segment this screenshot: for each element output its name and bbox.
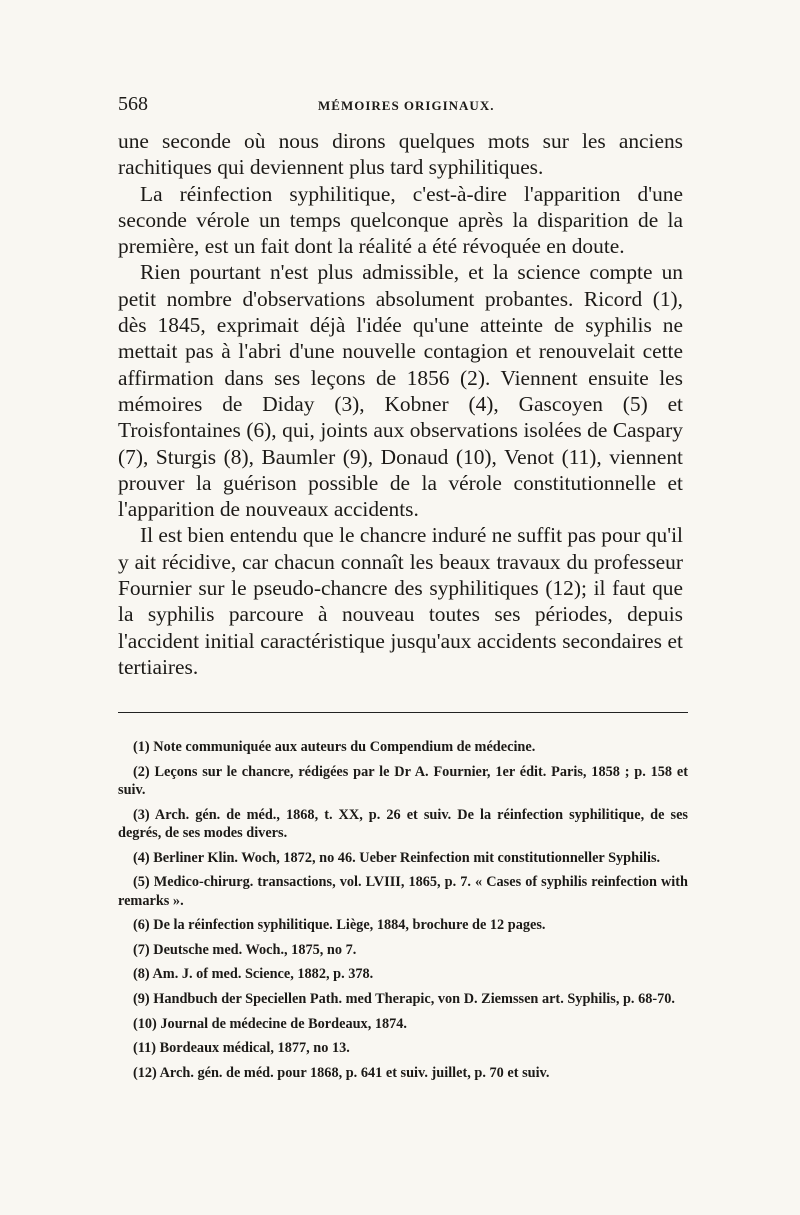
page-number: 568 (118, 93, 148, 115)
footnote: (7) Deutsche med. Woch., 1875, no 7. (133, 941, 357, 958)
footnote: (1) Note communiquée aux auteurs du Compendium de médecine. (133, 739, 536, 755)
footnote: (4) Berliner Klin. Woch, 1872, no 46. Ueber Reinfection mit constitutionneller Syphilis. (133, 849, 661, 866)
footnote: (8) Am. J. of med. Science, 1882, p. 378. (133, 966, 374, 983)
body-paragraph: une seconde où nous dirons quelques mots sur les anciens rachitiques qui deviennent plus tard syphilitiques. (118, 129, 683, 180)
footnote: (10) Journal de médecine de Bordeaux, 1874. (133, 1015, 408, 1032)
footnotes (118, 738, 688, 1088)
footnote: (5) Medico-chirurg. transactions, vol. LVIII, 1865, p. 7. « Cases of syphilis reinfection with remarks ». (118, 874, 688, 909)
footnote: (9) Handbuch der Speciellen Path. med Therapic, von D. Ziemssen art. Syphilis, p. 68-70. (133, 990, 676, 1007)
body-paragraph: La réinfection syphilitique, c'est-à-dire l'apparition d'une seconde vérole un temps quelconque après la disparition de la première, est un fait dont la réalité a été révoquée en doute. (118, 181, 683, 259)
page-header (118, 93, 683, 123)
footnote: (12) Arch. gén. de méd. pour 1868, p. 641 et suiv. juillet, p. 70 et suiv. (133, 1064, 550, 1081)
body-paragraph: Rien pourtant n'est plus admissible, et la science compte un petit nombre d'observations absolument probantes. Ricord (1), dès 1845, exprimait déjà l'idée qu'une atteinte de syphilis ne mettait pas à l'abri d'une nouvelle contagion et renouvelait cette affirmation dans ses leçons de 1856 (2). Viennent ensuite les mémoires de Diday (3), Kobner (4), Gascoyen (5) et Troisfontaines (6), qui, joints aux observations isolées de Caspary (7), Sturgis (8), Baumler (9), Donaud (10), Venot (11), viennent prouver la guérison possible de la vérole constitutionnelle et l'apparition de nouveaux accidents. (118, 260, 683, 522)
footnote: (3) Arch. gén. de méd., 1868, t. XX, p. 26 et suiv. De la réinfection syphilitique, de ses degrés, de ses modes divers. (118, 806, 688, 841)
running-head: MÉMOIRES ORIGINAUX. (318, 98, 495, 113)
footnote-divider (118, 712, 688, 713)
footnote: (6) De la réinfection syphilitique. Liège, 1884, brochure de 12 pages. (133, 917, 546, 934)
body-text (118, 128, 683, 680)
footnote: (2) Leçons sur le chancre, rédigées par le Dr A. Fournier, 1er édit. Paris, 1858 ; p. 158 et suiv. (118, 763, 688, 798)
body-paragraph: Il est bien entendu que le chancre induré ne suffit pas pour qu'il y ait récidive, car chacun connaît les beaux travaux du professeur Fournier sur le pseudo-chancre des syphilitiques (12); il faut que la syphilis parcoure à nouveau toutes ses périodes, depuis l'accident initial caractéristique jusqu'aux accidents secondaires et tertiaires. (118, 523, 683, 679)
footnote: (11) Bordeaux médical, 1877, no 13. (133, 1040, 350, 1057)
